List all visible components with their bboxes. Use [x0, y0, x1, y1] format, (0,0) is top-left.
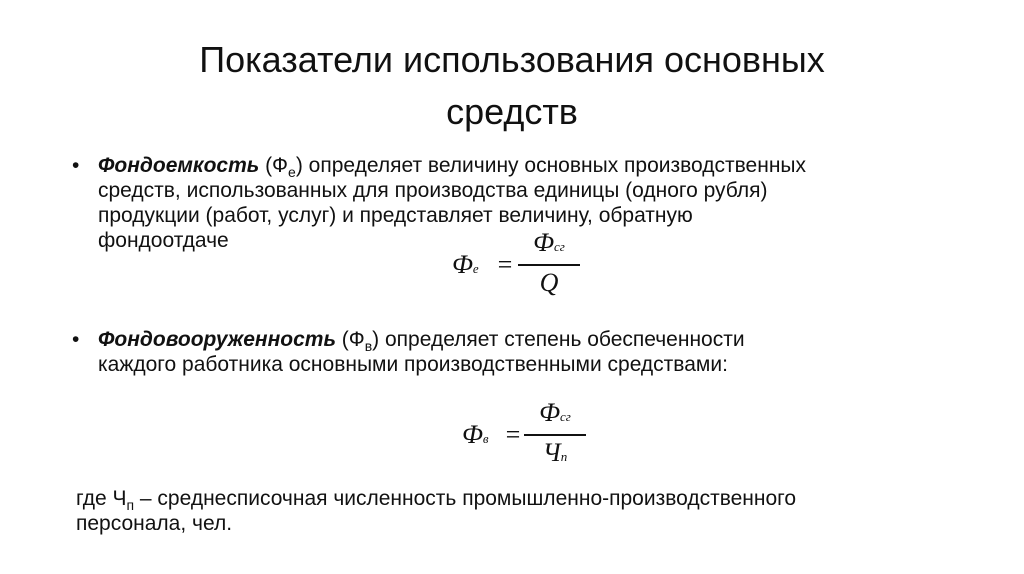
formula-equals: =: [504, 420, 522, 449]
formula-lhs: Фв: [462, 420, 489, 449]
note-sub: п: [126, 497, 135, 513]
formula-fraction: [518, 228, 580, 302]
symbol-open: (Ф: [259, 154, 289, 177]
bullet-line-3: продукции (работ, услуг) и представляет величину, обратную: [98, 204, 693, 227]
bullet-fondovooruzhennost: [72, 327, 972, 377]
note-prefix: где Ч: [76, 487, 127, 510]
formula-lhs: Фе: [452, 250, 479, 279]
slide-title: [0, 34, 1024, 138]
bullet-text: [98, 327, 972, 377]
formula-denominator: Чп: [542, 437, 568, 467]
formula-numerator: Фсг: [539, 398, 571, 427]
symbol-close: ): [295, 154, 303, 177]
fraction-bar: [518, 264, 580, 266]
formula-numerator: Фсг: [533, 228, 565, 257]
note-line-1: [76, 486, 976, 511]
bullet-line-2: средств, использованных для производства единицы (одного рубля): [98, 179, 768, 202]
term: Фондоемкость: [98, 154, 260, 177]
definition-note: [76, 486, 976, 536]
fraction-bar: [524, 434, 586, 436]
bullet-marker: •: [72, 328, 80, 351]
symbol-open: (Ф: [335, 328, 365, 351]
formula-equals: =: [496, 250, 514, 279]
bullet-line-1: [98, 153, 972, 178]
line-rest: определяет степень обеспеченности: [379, 328, 745, 351]
term: Фондовооруженность: [98, 328, 336, 351]
bullet-line-2: каждого работника основными производственными средствами:: [98, 353, 728, 376]
note-rest: – среднесписочная численность промышленно-производственного: [134, 487, 797, 510]
title-line-2: средств: [446, 91, 578, 132]
title-line-1: Показатели использования основных: [199, 39, 825, 80]
note-line-2: персонала, чел.: [76, 512, 233, 535]
symbol-sub: в: [364, 338, 373, 354]
formula-fraction: [524, 398, 586, 472]
bullet-line-4: фондоотдаче: [98, 229, 229, 252]
symbol-sub: е: [288, 164, 296, 180]
bullet-marker: •: [72, 154, 80, 177]
formula-denominator: Q: [539, 267, 559, 297]
symbol-close: ): [372, 328, 380, 351]
formula-fondovooruzhennost: [462, 398, 602, 478]
bullet-line-1: [98, 327, 972, 352]
line-rest: определяет величину основных производственных: [302, 154, 807, 177]
formula-fondoemkost: [452, 228, 592, 308]
